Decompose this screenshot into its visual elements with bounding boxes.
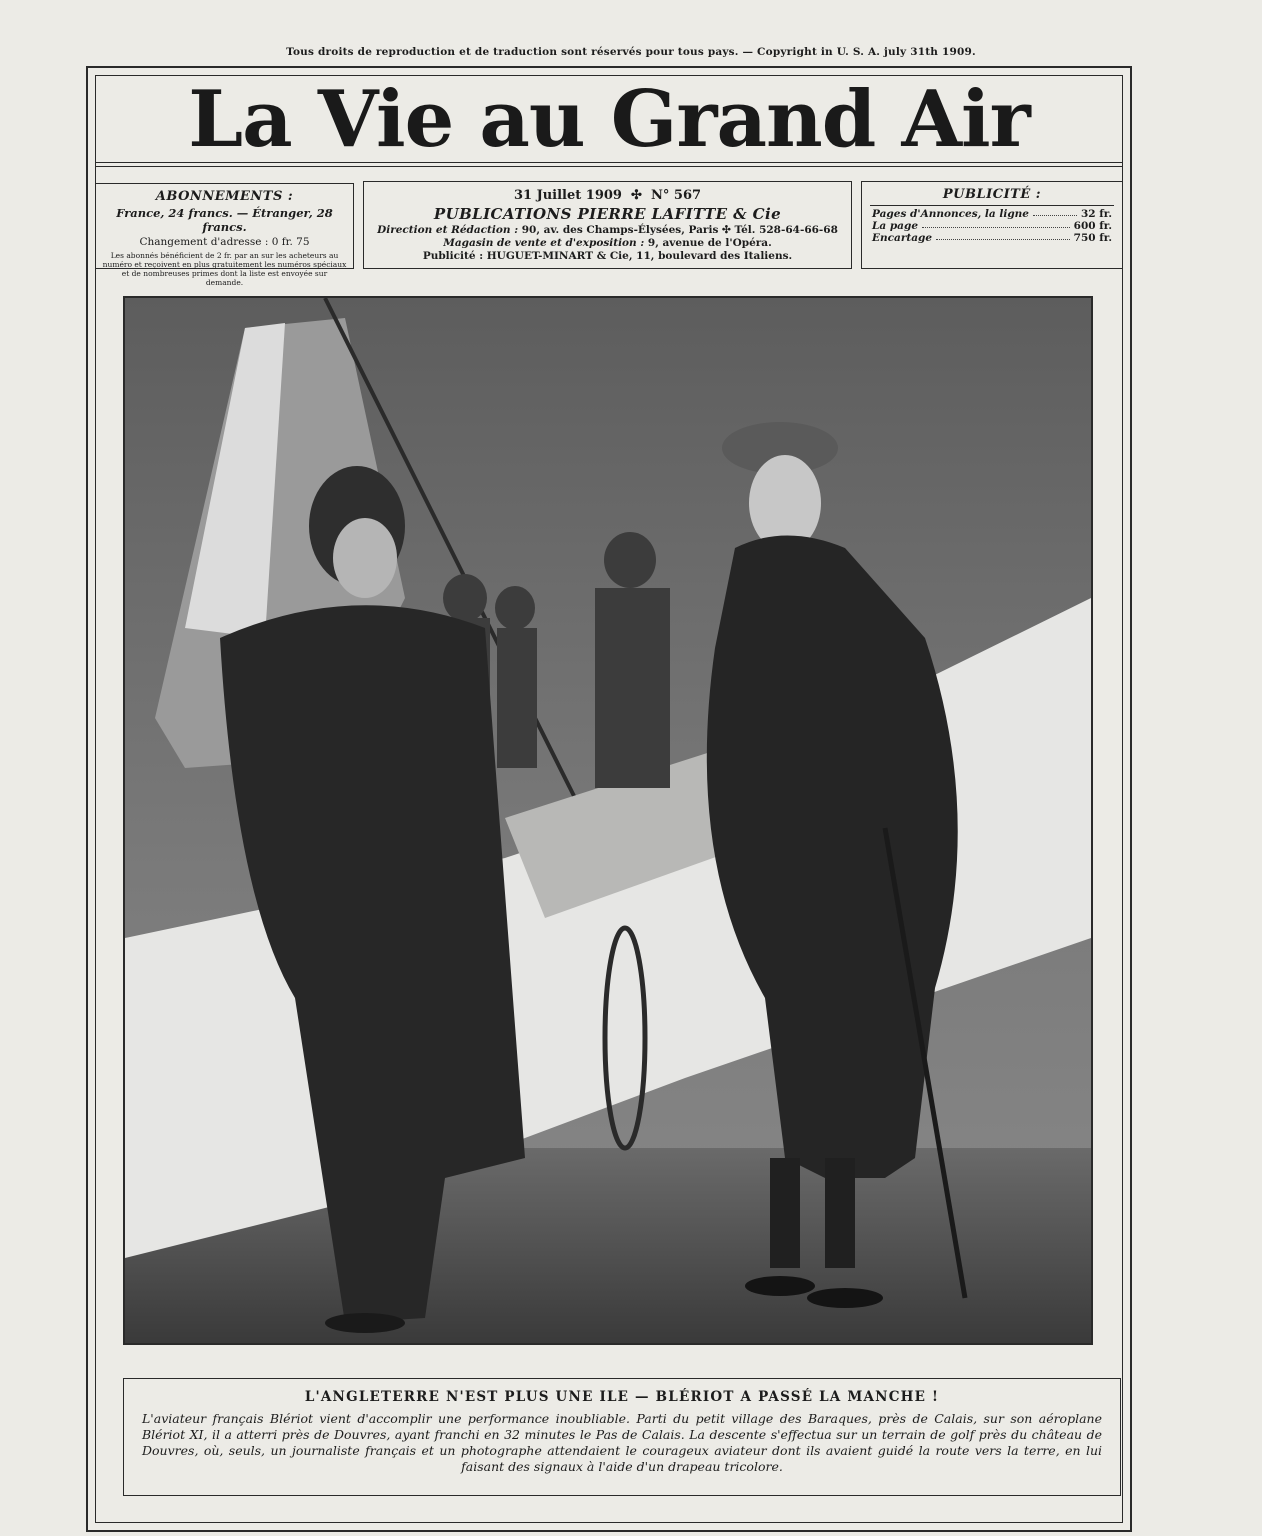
separator-ornament: ✣ [722, 224, 735, 236]
magasin-label: Magasin de vente et d'exposition : [443, 237, 645, 249]
publicite-box [861, 181, 1123, 269]
direction-label: Direction et Rédaction : [377, 224, 519, 236]
ad-rate-price: 750 fr. [1073, 232, 1112, 244]
masthead-rule [95, 162, 1123, 163]
dot-leader [1033, 208, 1077, 216]
dot-leader [922, 220, 1070, 228]
abonnements-box [95, 183, 354, 287]
ad-rate-label: Pages d'Annonces, la ligne [872, 208, 1029, 220]
cover-caption-box [123, 1378, 1121, 1496]
separator-ornament: ✣ [626, 188, 647, 203]
ad-rate-row [870, 232, 1114, 244]
publicite-heading: PUBLICITÉ : [942, 187, 1042, 202]
ad-rate-price: 600 fr. [1073, 220, 1112, 232]
issue-date-line [364, 188, 851, 203]
photo-illustration [125, 298, 1091, 1343]
caption-body: L'aviateur français Blériot vient d'accomplir une performance inoubliable. Parti du petit village des Baraques, près de Calais, sur son aéroplane Blériot XI, il a atterri près de Douvres, ayant franchi en 32 minutes le Pas de Calais. La descente s'effectua sur un terrain de golf près du château de Douvres, où, seuls, un journaliste français et un photographe attendaient le courageux aviateur dont ils avaient guidé la route vers la terre, en lui faisant des signaux à l'aide d'un drapeau tricolore. [142, 1411, 1102, 1474]
issue-number: N° 567 [651, 188, 702, 203]
direction-line [364, 224, 851, 236]
caption-headline: L'ANGLETERRE N'EST PLUS UNE ILE — BLÉRIOT A PASSÉ LA MANCHE ! [304, 1389, 940, 1405]
ad-rate-label: La page [872, 220, 919, 232]
ad-rate-label: Encartage [872, 232, 933, 244]
ad-rate-price: 32 fr. [1080, 208, 1112, 220]
publicite-agency-line: Publicité : HUGUET-MINART & Cie, 11, boulevard des Italiens. [422, 250, 793, 262]
abonnements-prices: France, 24 francs. — Étranger, 28 francs. [116, 206, 333, 234]
abonnements-address-change: Changement d'adresse : 0 fr. 75 [139, 236, 310, 248]
publication-box [363, 181, 852, 269]
ad-rate-row [870, 220, 1114, 232]
publisher-name: PUBLICATIONS PIERRE LAFITTE & Cie [433, 205, 782, 223]
masthead-rule-2 [95, 166, 1123, 167]
issue-date: 31 Juillet 1909 [513, 188, 622, 203]
dot-leader [936, 232, 1070, 240]
abonnements-fine-print: Les abonnés bénéficient de 2 fr. par an sur les acheteurs au numéro et reçoivent en plus gratuitement les numéros spéciaux et de nombreuses primes dont la liste est envoyée sur demande. [102, 251, 347, 287]
masthead-title: La Vie au Grand Air [188, 74, 1030, 165]
abonnements-heading: ABONNEMENTS : [155, 189, 294, 204]
cover-photograph [123, 296, 1093, 1345]
magasin-address: 9, avenue de l'Opéra. [647, 237, 772, 249]
telephone: Tél. 528-64-66-68 [734, 224, 838, 236]
direction-address: 90, av. des Champs-Élysées, Paris [521, 224, 719, 236]
ad-rate-row [870, 205, 1114, 220]
magasin-line [364, 237, 851, 249]
copyright-notice: Tous droits de reproduction et de traduction sont réservés pour tous pays. — Copyright in U. S. A. july 31th 1909. [286, 46, 976, 58]
